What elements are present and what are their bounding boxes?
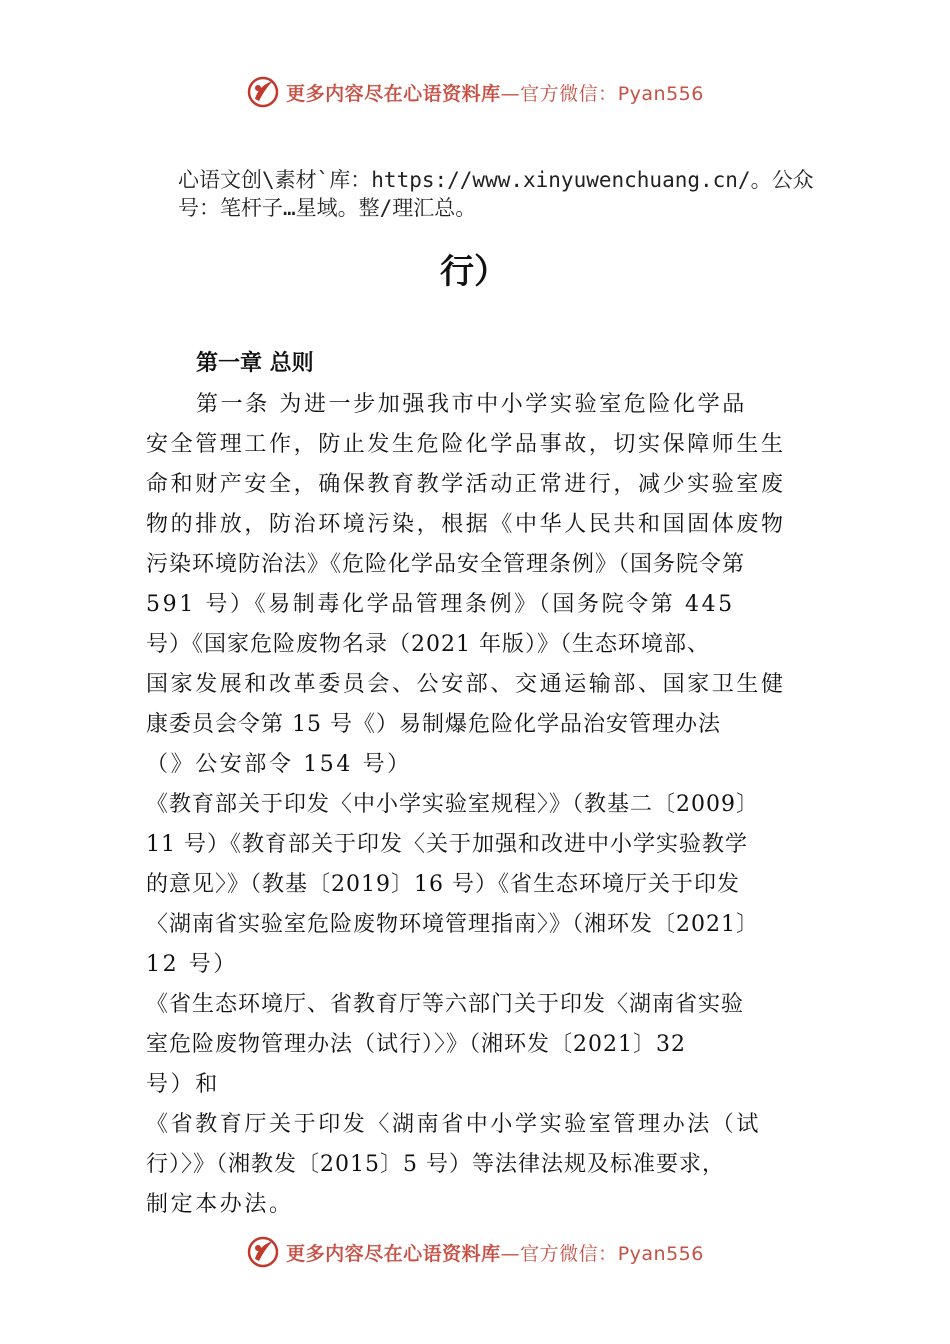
body-line: 〈湖南省实验室危险废物环境管理指南〉》（湘环发〔2021〕 <box>146 912 759 937</box>
body-line: 11 号）《教育部关于印发〈关于加强和改进中小学实验教学 <box>146 832 748 857</box>
watermark-footer <box>0 1232 950 1272</box>
document-title-fragment: 行） <box>440 252 508 292</box>
body-line: 国家发展和改革委员会、公安部、交通运输部、国家卫生健 <box>146 672 786 697</box>
watermark-brand: 更多内容尽在心语资料库 <box>286 82 501 105</box>
body-line: 的意见〉》（教基〔2019〕16 号）《省生态环境厅关于印发 <box>146 872 740 897</box>
watermark-separator: —官方微信： <box>500 82 618 105</box>
body-line: 行）〉》（湘教发〔2015〕5 号）等法律法规及标准要求， <box>146 1152 725 1177</box>
brand-logo-icon <box>246 75 280 109</box>
watermark-brand: 更多内容尽在心语资料库 <box>286 1242 501 1265</box>
body-line: 物的排放，防治环境污染，根据《中华人民共和国固体废物 <box>146 512 786 537</box>
body-line: 污染环境防治法》《危险化学品安全管理条例》（国务院令第 <box>146 552 746 577</box>
watermark-text <box>286 1239 704 1266</box>
brand-logo-icon <box>246 1235 280 1269</box>
body-line: 室危险废物管理办法（试行）〉》（湘环发〔2021〕32 <box>146 1032 686 1057</box>
watermark-wechat-id: Pyan556 <box>617 82 704 105</box>
body-line: （》公安部令 154 号） <box>146 752 412 777</box>
body-line: 号）《国家危险废物名录（2021 年版）》（生态环境部、 <box>146 632 710 657</box>
watermark-separator: —官方微信： <box>500 1242 618 1265</box>
watermark-header <box>0 72 950 112</box>
body-line: 第一条 为进一步加强我市中小学实验室危险化学品 <box>196 392 747 417</box>
body-line: 号）和 <box>146 1072 220 1097</box>
body-line: 《教育部关于印发〈中小学实验室规程〉》（教基二〔2009〕 <box>146 792 759 817</box>
body-line: 《省教育厅关于印发〈湖南省中小学实验室管理办法（试 <box>146 1112 762 1137</box>
body-line: 制定本办法。 <box>146 1192 294 1217</box>
body-line: 591 号）《易制毒化学品管理条例》（国务院令第 445 <box>146 592 735 617</box>
watermark-wechat-id: Pyan556 <box>617 1242 704 1265</box>
article-body <box>146 385 811 1225</box>
chapter-heading: 第一章 总则 <box>196 351 314 376</box>
body-line: 《省生态环境厅、省教育厅等六部门关于印发〈湖南省实验 <box>146 992 745 1017</box>
body-line: 康委员会令第 15 号《）易制爆危险化学品治安管理办法 <box>146 712 721 737</box>
body-line: 12 号） <box>146 952 238 977</box>
body-line: 安全管理工作，防止发生危险化学品事故，切实保障师生生 <box>146 432 786 457</box>
body-line: 命和财产安全，确保教育教学活动正常进行，减少实验室废 <box>146 472 786 497</box>
watermark-text <box>286 79 704 106</box>
source-note: 心语文创\素材`库：https://www.xinyuwenchuang.cn/。公众号：笔杆子…星域。整/理汇总。 <box>178 168 814 220</box>
